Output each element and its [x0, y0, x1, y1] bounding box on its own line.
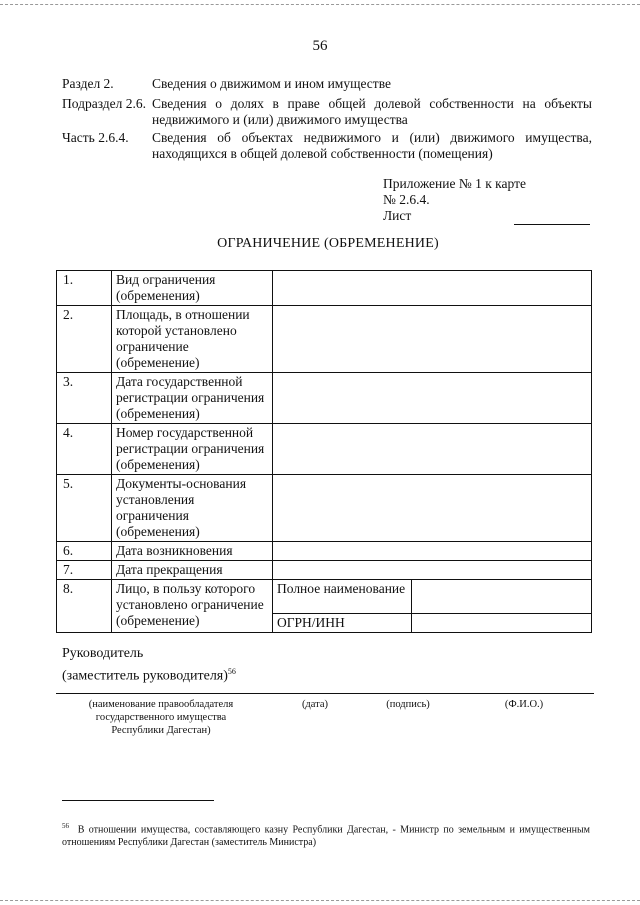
caption-signature: (подпись) [386, 699, 430, 710]
table-row [57, 580, 592, 614]
row-value-field[interactable] [273, 271, 592, 306]
ogrn-inn-field[interactable] [412, 614, 592, 633]
part-label: Часть 2.6.4. [62, 130, 129, 145]
row-number: 8. [57, 580, 112, 633]
signature-line [56, 693, 594, 694]
footnote [62, 820, 590, 849]
row-value-field[interactable] [273, 373, 592, 424]
row-number: 7. [57, 561, 112, 580]
annex-block [383, 176, 526, 224]
sheet-number-line [514, 224, 590, 225]
row-value-field[interactable] [273, 542, 592, 561]
row-label: Документы-основания установления ограничения (обременения) [112, 475, 273, 542]
signatory-title: Руководитель [62, 646, 144, 661]
full-name-field[interactable] [412, 580, 592, 614]
form-title: ОГРАНИЧЕНИЕ (ОБРЕМЕНЕНИЕ) [217, 236, 439, 251]
row-label: Площадь, в отношении которой установлено ограничение (обременение) [112, 306, 273, 373]
row-value-field[interactable] [273, 561, 592, 580]
row-label: Вид ограничения (обременения) [112, 271, 273, 306]
footnote-text: В отношении имущества, составляющего казну Республики Дагестан, - Министр по земельным и имущественным отношениям Республики Дагестан (заместитель Министра) [62, 824, 590, 849]
row-value-field[interactable] [273, 424, 592, 475]
table-row [57, 306, 592, 373]
row-number: 4. [57, 424, 112, 475]
row-label: Дата возникновения [112, 542, 273, 561]
table-row [57, 475, 592, 542]
footnote-number: 56 [62, 822, 69, 830]
scan-edge-bottom [0, 900, 640, 901]
row-label: Номер государственной регистрации ограничения (обременения) [112, 424, 273, 475]
row-number: 1. [57, 271, 112, 306]
row-number: 6. [57, 542, 112, 561]
scan-edge-top [0, 4, 640, 5]
page-number: 56 [312, 38, 328, 54]
encumbrance-table [56, 270, 592, 633]
table-row [57, 271, 592, 306]
section-text: Сведения о движимом и ином имуществе [152, 76, 391, 91]
subsection-text: Сведения о долях в праве общей долевой собственности на объекты недвижимого и (или) движимого имущества [152, 96, 592, 127]
caption-date: (дата) [301, 699, 329, 710]
sub-label-full-name: Полное наименование [273, 580, 412, 614]
subsection-label: Подраздел 2.6. [62, 96, 147, 111]
signatory-label [62, 645, 236, 686]
footnote-ref: 56 [227, 667, 236, 676]
row-number: 3. [57, 373, 112, 424]
row-number: 5. [57, 475, 112, 542]
caption-holder: (наименование правообладателя государственного имущества Республики Дагестан) [88, 699, 234, 736]
table-row [57, 424, 592, 475]
footnote-separator [62, 800, 214, 801]
row-value-field[interactable] [273, 475, 592, 542]
table-row [57, 373, 592, 424]
annex-line-2: № 2.6.4. [383, 192, 430, 207]
row-label: Лицо, в пользу которого установлено ограничение (обременение) [112, 580, 273, 633]
table-row [57, 542, 592, 561]
section-header [0, 76, 640, 166]
sub-label-ogrn-inn: ОГРН/ИНН [273, 614, 412, 633]
signatory-deputy: (заместитель руководителя)$^{56}$ [62, 667, 236, 684]
annex-line-3: Лист [383, 208, 412, 223]
table-row [57, 561, 592, 580]
part-text: Сведения об объектах недвижимого и (или) движимого имущества, находящихся в общей долевой собственности (помещения) [152, 130, 592, 161]
row-label: Дата прекращения [112, 561, 273, 580]
row-value-field[interactable] [273, 306, 592, 373]
caption-fio: (Ф.И.О.) [504, 699, 544, 710]
row-number: 2. [57, 306, 112, 373]
section-label: Раздел 2. [62, 76, 114, 91]
annex-line-1: Приложение № 1 к карте [383, 176, 526, 191]
row-label: Дата государственной регистрации ограничения (обременения) [112, 373, 273, 424]
